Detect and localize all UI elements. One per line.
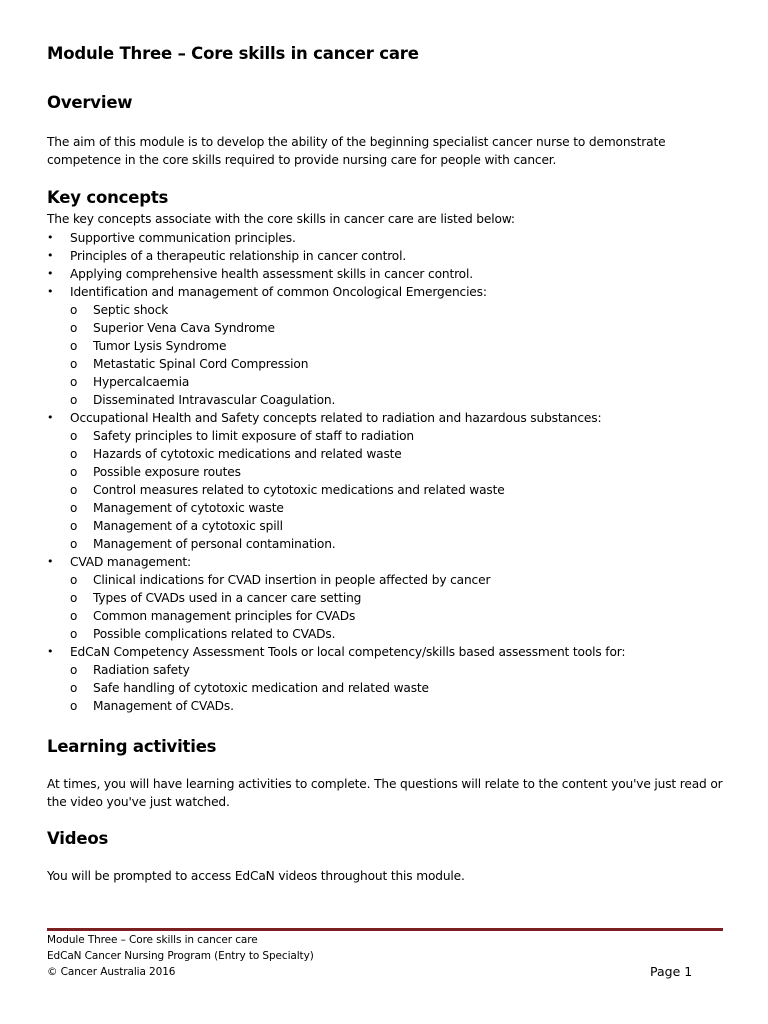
list-item <box>47 229 737 247</box>
sub-list-item-text: Metastatic Spinal Cord Compression <box>93 357 309 371</box>
circle-bullet-icon: o <box>70 393 78 407</box>
circle-bullet-icon: o <box>70 429 78 443</box>
sub-list-item-text: Possible complications related to CVADs. <box>93 627 336 641</box>
list-item-text: Identification and management of common Oncological Emergencies: <box>70 285 487 299</box>
sub-list-item-text: Clinical indications for CVAD insertion in people affected by cancer <box>93 573 491 587</box>
circle-bullet-icon: o <box>70 321 78 335</box>
videos-text: You will be prompted to access EdCaN videos throughout this module. <box>47 869 465 883</box>
learning-activities-heading: Learning activities <box>47 737 217 756</box>
sub-list-item-text: Management of CVADs. <box>93 699 234 713</box>
circle-bullet-icon: o <box>70 447 78 461</box>
bullet-icon: • <box>47 555 54 568</box>
sub-list-item-text: Disseminated Intravascular Coagulation. <box>93 393 336 407</box>
footer-module-title: Module Three – Core skills in cancer care <box>47 934 258 946</box>
sub-list-item-text: Hypercalcaemia <box>93 375 190 389</box>
list-item <box>47 247 737 265</box>
sub-list-item <box>47 427 737 445</box>
sub-list-item <box>47 535 737 553</box>
list-item <box>47 553 737 571</box>
sub-list-item <box>47 571 737 589</box>
overview-text: The aim of this module is to develop the ability of the beginning specialist cancer nurse to demonstrate competence in the core skills required to provide nursing care for people with cancer. <box>47 135 666 167</box>
sub-list-item <box>47 463 737 481</box>
learning-activities-text: At times, you will have learning activities to complete. The questions will relate to the content you've just read or the video you've just watched. <box>47 777 723 809</box>
sub-list-item-text: Safety principles to limit exposure of staff to radiation <box>93 429 414 443</box>
sub-list-item <box>47 319 737 337</box>
sub-list-item-text: Septic shock <box>93 303 169 317</box>
sub-list-item <box>47 679 737 697</box>
circle-bullet-icon: o <box>70 663 78 677</box>
sub-list-item <box>47 337 737 355</box>
bullet-icon: • <box>47 249 54 262</box>
page-number: Page 1 <box>650 964 693 979</box>
circle-bullet-icon: o <box>70 627 78 641</box>
sub-list-item-text: Tumor Lysis Syndrome <box>93 339 227 353</box>
sub-list-item-text: Management of personal contamination. <box>93 537 336 551</box>
circle-bullet-icon: o <box>70 519 78 533</box>
circle-bullet-icon: o <box>70 591 78 605</box>
list-item-text: Principles of a therapeutic relationship in cancer control. <box>70 249 407 263</box>
key-concepts-heading: Key concepts <box>47 188 169 207</box>
sub-list-item <box>47 355 737 373</box>
bullet-icon: • <box>47 411 54 424</box>
circle-bullet-icon: o <box>70 537 78 551</box>
sub-list-item <box>47 697 737 715</box>
footer-divider <box>47 928 723 931</box>
sub-list-item <box>47 373 737 391</box>
sub-list-item <box>47 481 737 499</box>
sub-list-item <box>47 499 737 517</box>
sub-list-item <box>47 661 737 679</box>
sub-list-item <box>47 301 737 319</box>
circle-bullet-icon: o <box>70 501 78 515</box>
sub-list-item-text: Radiation safety <box>93 663 190 677</box>
circle-bullet-icon: o <box>70 609 78 623</box>
sub-list-item <box>47 589 737 607</box>
bullet-icon: • <box>47 231 54 244</box>
list-item-text: Supportive communication principles. <box>70 231 296 245</box>
sub-list-item-text: Management of cytotoxic waste <box>93 501 284 515</box>
sub-list-item-text: Types of CVADs used in a cancer care setting <box>93 591 362 605</box>
sub-list-item-text: Safe handling of cytotoxic medication and related waste <box>93 681 429 695</box>
sub-list-item-text: Possible exposure routes <box>93 465 241 479</box>
key-concepts-intro: The key concepts associate with the core skills in cancer care are listed below: <box>47 212 515 226</box>
circle-bullet-icon: o <box>70 483 78 497</box>
list-item-text: Occupational Health and Safety concepts related to radiation and hazardous substances: <box>70 411 602 425</box>
sub-list-item-text: Superior Vena Cava Syndrome <box>93 321 275 335</box>
sub-list-item <box>47 391 737 409</box>
list-item <box>47 283 737 301</box>
page-title: Module Three – Core skills in cancer care <box>47 44 419 63</box>
sub-list-item <box>47 607 737 625</box>
list-item-text: EdCaN Competency Assessment Tools or local competency/skills based assessment tools for: <box>70 645 626 659</box>
bullet-icon: • <box>47 285 54 298</box>
list-item <box>47 643 737 661</box>
circle-bullet-icon: o <box>70 699 78 713</box>
key-concepts-list <box>47 229 737 715</box>
sub-list-item <box>47 625 737 643</box>
circle-bullet-icon: o <box>70 375 78 389</box>
list-item-text: CVAD management: <box>70 555 192 569</box>
circle-bullet-icon: o <box>70 573 78 587</box>
bullet-icon: • <box>47 267 54 280</box>
sub-list-item <box>47 445 737 463</box>
footer-copyright: © Cancer Australia 2016 <box>47 966 176 978</box>
footer-program-name: EdCaN Cancer Nursing Program (Entry to Specialty) <box>47 950 314 962</box>
circle-bullet-icon: o <box>70 357 78 371</box>
sub-list-item-text: Control measures related to cytotoxic medications and related waste <box>93 483 505 497</box>
sub-list-item-text: Management of a cytotoxic spill <box>93 519 283 533</box>
sub-list-item <box>47 517 737 535</box>
list-item-text: Applying comprehensive health assessment skills in cancer control. <box>70 267 473 281</box>
list-item <box>47 265 737 283</box>
overview-heading: Overview <box>47 93 133 112</box>
sub-list-item-text: Hazards of cytotoxic medications and related waste <box>93 447 402 461</box>
bullet-icon: • <box>47 645 54 658</box>
videos-heading: Videos <box>47 829 109 848</box>
circle-bullet-icon: o <box>70 681 78 695</box>
sub-list-item-text: Common management principles for CVADs <box>93 609 356 623</box>
list-item <box>47 409 737 427</box>
circle-bullet-icon: o <box>70 303 78 317</box>
circle-bullet-icon: o <box>70 465 78 479</box>
circle-bullet-icon: o <box>70 339 78 353</box>
